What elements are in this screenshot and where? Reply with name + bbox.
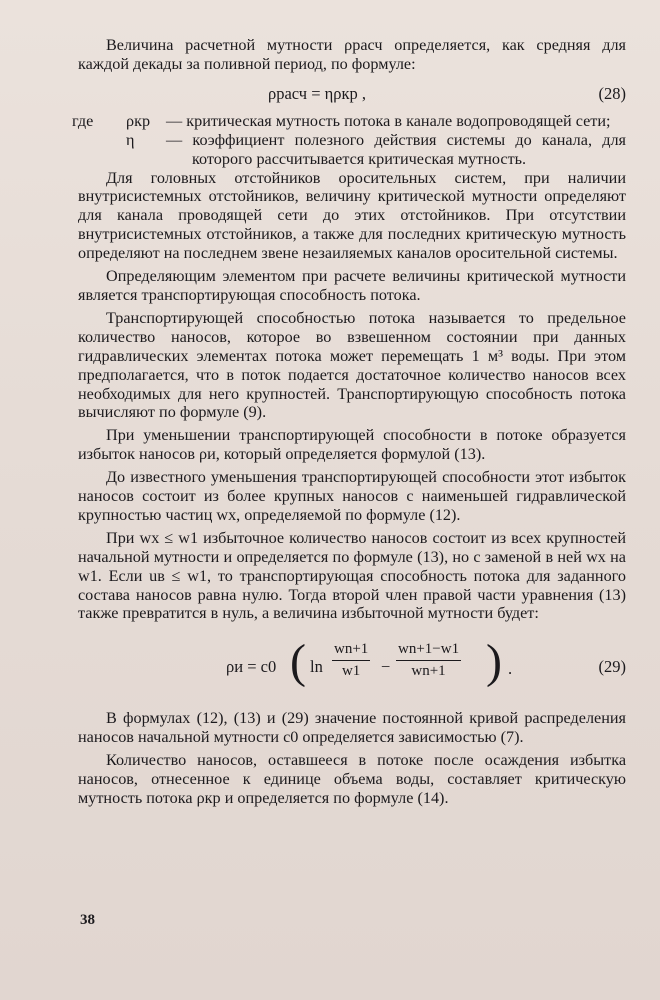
paragraph-7: При wx ≤ w1 избыточное количество наносов состоит из всех крупностей начальной мутности и определяется по формуле (13), но с заменой в ней wx на w1. Если uв ≤ w1, то транспортирующая способность потока для заданного состава наносов равна нулю. Тогда второй член правой части уравнения (13) также превратится в нуль, а величина избыточной мутности будет: bbox=[78, 528, 626, 623]
paragraph-6: До известного уменьшения транспортирующей способности этот избыток наносов состоит из более крупных наносов с наименьшей гидравлической крупностью частиц wx, определяемой по формуле (12). bbox=[78, 468, 626, 524]
fraction-1 bbox=[332, 641, 370, 680]
fraction-1-numerator: wn+1 bbox=[332, 641, 370, 661]
paragraph-9: Количество наносов, оставшееся в потоке после осаждения избытка наносов, отнесенное к единице объема воды, составляет критическую мутность потока ρкр и определяется по формуле (14). bbox=[78, 751, 626, 807]
where-label: где bbox=[72, 111, 94, 130]
paragraph-8: В формулах (12), (13) и (29) значение постоянной кривой распределения наносов начальной мутности c0 определяется зависимостью (7). bbox=[78, 709, 626, 747]
right-paren: ) bbox=[486, 635, 502, 689]
equation-29-dot: . bbox=[508, 659, 513, 679]
paragraph-3: Определяющим элементом при расчете величины критической мутности является транспортирующая способность потока. bbox=[78, 267, 626, 304]
fraction-2-denominator: wn+1 bbox=[411, 663, 446, 680]
fraction-2-numerator: wn+1−w1 bbox=[396, 641, 461, 661]
page-text bbox=[72, 36, 626, 808]
left-paren: ( bbox=[290, 635, 306, 689]
equation-28 bbox=[78, 80, 626, 108]
definition-eta bbox=[78, 131, 626, 169]
definition-symbol: ρкр bbox=[126, 111, 151, 130]
equation-29-ln: ln bbox=[310, 657, 323, 677]
definition-text: — критическая мутность потока в канале водопроводящей сети; bbox=[166, 111, 611, 130]
page-number: 38 bbox=[80, 912, 95, 928]
minus-sign: − bbox=[381, 657, 391, 677]
equation-28-formula: ρрасч = ηρкр , bbox=[268, 83, 367, 103]
definition-text: — коэффициент полезного действия системы до канала, для которого рассчитывается критическая мутность. bbox=[166, 130, 626, 168]
equation-28-number: (28) bbox=[598, 83, 626, 103]
fraction-1-denominator: w1 bbox=[341, 663, 361, 680]
definitions bbox=[72, 111, 626, 169]
equation-29-number: (29) bbox=[598, 657, 626, 677]
paragraph-1: Величина расчетной мутности ρрасч определяется, как средняя для каждой декады за поливной период, по формуле: bbox=[78, 36, 626, 73]
paragraph-4: Транспортирующей способностью потока называется то предельное количество наносов, которое во взвешенном состоянии при данных гидравлических элементах потока может перемещать 1 м³ воды. При этом предполагается, что в поток подается достаточное количество наносов всех необходимых для него крупностей. Транспортирующую способность потока вычисляют по формуле (9). bbox=[78, 308, 626, 422]
equation-29 bbox=[78, 635, 626, 699]
definition-symbol: η bbox=[126, 130, 135, 149]
paragraph-2: Для головных отстойников оросительных систем, при наличии внутрисистемных отстойников, величину критической мутности определяют для канала проводящей сети до этих отстойников. При отсутствии внутрисистемных отстойников, а также для последних критическую мутность определяют на последнем звене незаиляемых каналов оросительной системы. bbox=[78, 168, 626, 263]
fraction-2 bbox=[396, 641, 461, 680]
definition-rho-kr bbox=[78, 112, 626, 131]
paragraph-5: При уменьшении транспортирующей способности в потоке образуется избыток наносов ρи, который определяется формулой (13). bbox=[78, 426, 626, 464]
equation-29-lhs: ρи = c0 bbox=[226, 657, 277, 677]
